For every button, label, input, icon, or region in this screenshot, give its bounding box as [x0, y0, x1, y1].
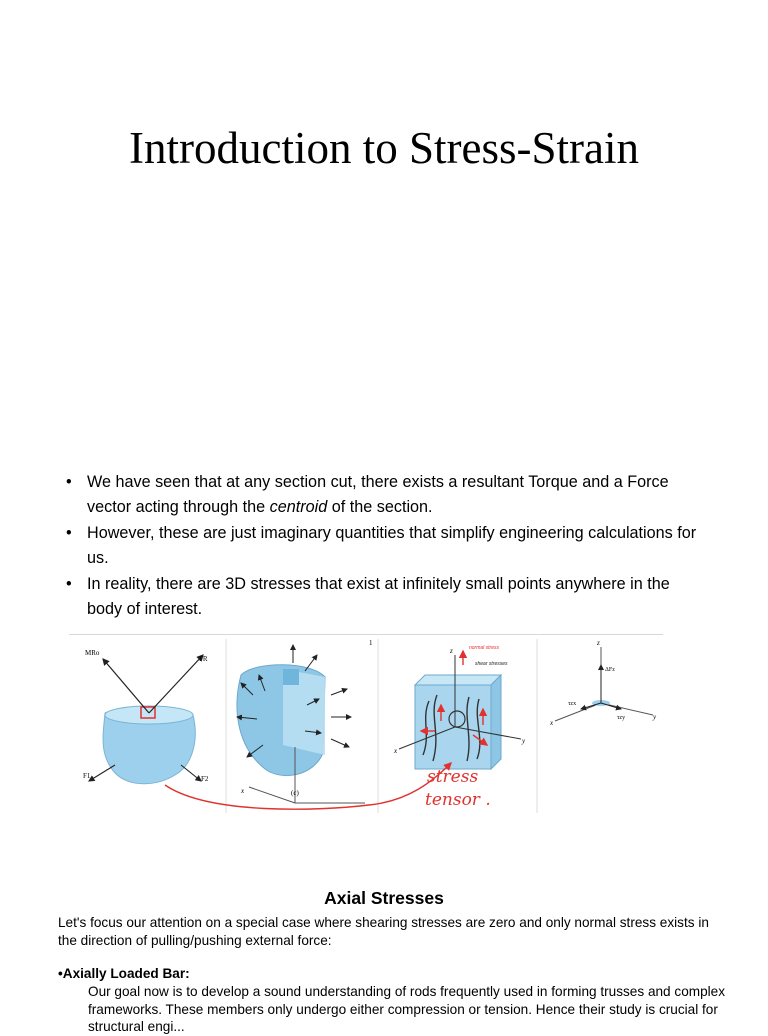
panel-force-components	[549, 639, 657, 727]
bullet-text: We have seen that at any section cut, there exists a resultant Torque and a Force vector acting through the	[87, 473, 669, 516]
bullet-item	[66, 521, 706, 570]
bullet-text: However, these are just imaginary quantities that simplify engineering calculations for us.	[87, 524, 697, 567]
panel-internal-forces	[237, 639, 373, 803]
axis-z-label: z	[450, 647, 453, 655]
axis-z-label: z	[597, 639, 600, 647]
bullet-dot: •	[66, 524, 72, 542]
force-label: FR	[199, 655, 208, 663]
panel-caption: (c)	[291, 789, 299, 797]
bullet-emphasis: centroid	[269, 497, 328, 516]
axis-y-label: y	[653, 713, 657, 721]
axially-loaded-bar-paragraph: Our goal now is to develop a sound understanding of rods frequently used in forming trusses and complex frameworks. These members only undergo either compression or tension. Hence their study is crucial for structural engi...	[88, 984, 726, 1034]
shear-zx-label: τzx	[568, 701, 577, 707]
bullet-dot: •	[66, 575, 72, 593]
bullet-text: In reality, there are 3D stresses that exist at infinitely small points anywhere in the body of interest.	[87, 575, 670, 618]
axis-x-label: x	[550, 719, 554, 727]
bullet-item	[66, 470, 706, 519]
handwritten-tensor: tensor .	[425, 790, 491, 810]
normal-stress-note: normal stress	[469, 645, 500, 651]
bullet-text-end: of the section.	[327, 497, 433, 516]
slide-title: Introduction to Stress-Strain	[129, 123, 639, 173]
handwritten-stress: stress	[427, 767, 479, 787]
axis-x-label: x	[241, 787, 245, 795]
bullet-list	[66, 470, 706, 623]
panel-number: 1	[369, 639, 373, 647]
force-f2-label: F2	[201, 775, 209, 783]
axis-y-label: y	[522, 737, 526, 745]
stress-figure	[69, 634, 663, 815]
bullet-item	[66, 572, 706, 621]
bullet-dot: •	[66, 473, 72, 491]
axial-intro-paragraph: Let's focus our attention on a special case where shearing stresses are zero and only normal stress exists in the direction of pulling/pushing external force:	[58, 915, 709, 948]
shear-zy-label: τzy	[617, 715, 626, 721]
force-z-label: ΔFz	[605, 667, 615, 673]
panel-stress-cube	[165, 645, 526, 810]
force-f1-label: F1	[83, 772, 91, 780]
axially-loaded-bar-heading: •Axially Loaded Bar:	[58, 966, 190, 981]
panel-section-resultants	[83, 649, 209, 784]
axial-stresses-heading: Axial Stresses	[324, 888, 444, 908]
stress-diagram	[69, 635, 663, 815]
moment-label: MRo	[85, 649, 100, 657]
axis-x-label: x	[394, 747, 398, 755]
shear-stress-note: shear stresses	[475, 661, 508, 667]
